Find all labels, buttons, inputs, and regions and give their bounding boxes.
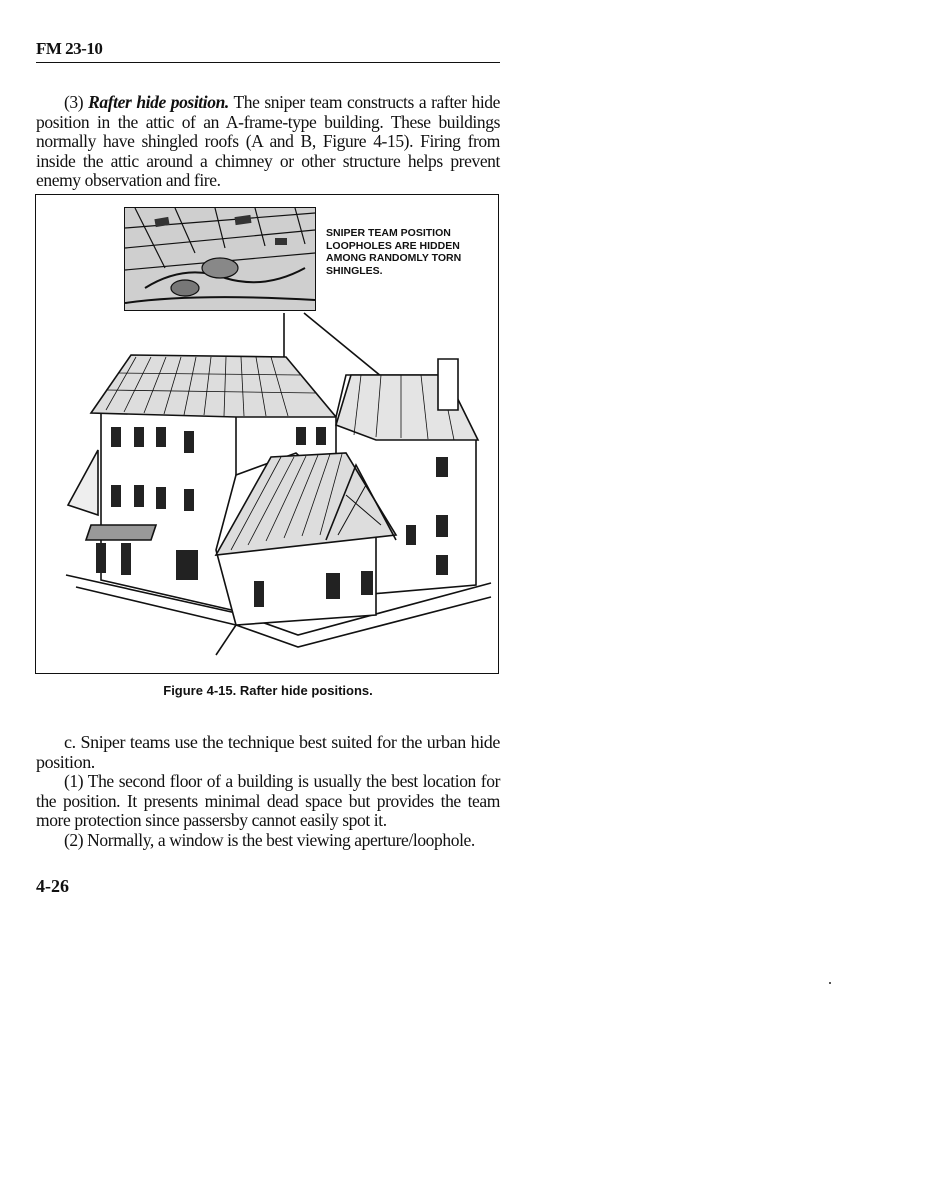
inset-attic-view <box>124 207 316 311</box>
paragraph-number: (3) <box>64 92 84 112</box>
rafter-hide-paragraph <box>36 93 500 191</box>
paragraph-1: (1) The second floor of a building is usually the best location for the position. It presents minimal dead space but provides the team more protection since passersby cannot easily spot it. <box>36 771 500 830</box>
figure-4-15 <box>35 194 499 674</box>
paragraph-lead: Rafter hide position. <box>88 92 229 112</box>
scan-speck <box>829 982 831 984</box>
paragraph-c: c. Sniper teams use the technique best suited for the urban hide position. <box>36 732 500 772</box>
page-number: 4-26 <box>36 876 69 896</box>
paragraph-2: (2) Normally, a window is the best viewing aperture/loophole. <box>64 830 475 850</box>
paragraph-text: The sniper team constructs a rafter hide position in the attic of an A-frame-type building. These buildings normally have shingled roofs (A and B, Figure 4-15). Firing from inside the attic around a chimney or other structure helps prevent enemy observation and fire. <box>36 92 501 190</box>
page-header <box>36 38 500 63</box>
document-id: FM 23-10 <box>36 39 103 58</box>
attic-sniper-illustration <box>125 208 315 310</box>
figure-callout: SNIPER TEAM POSITION LOOPHOLES ARE HIDDEN AMONG RANDOMLY TORN SHINGLES. <box>326 227 462 277</box>
figure-caption: Figure 4-15. Rafter hide positions. <box>163 683 373 698</box>
